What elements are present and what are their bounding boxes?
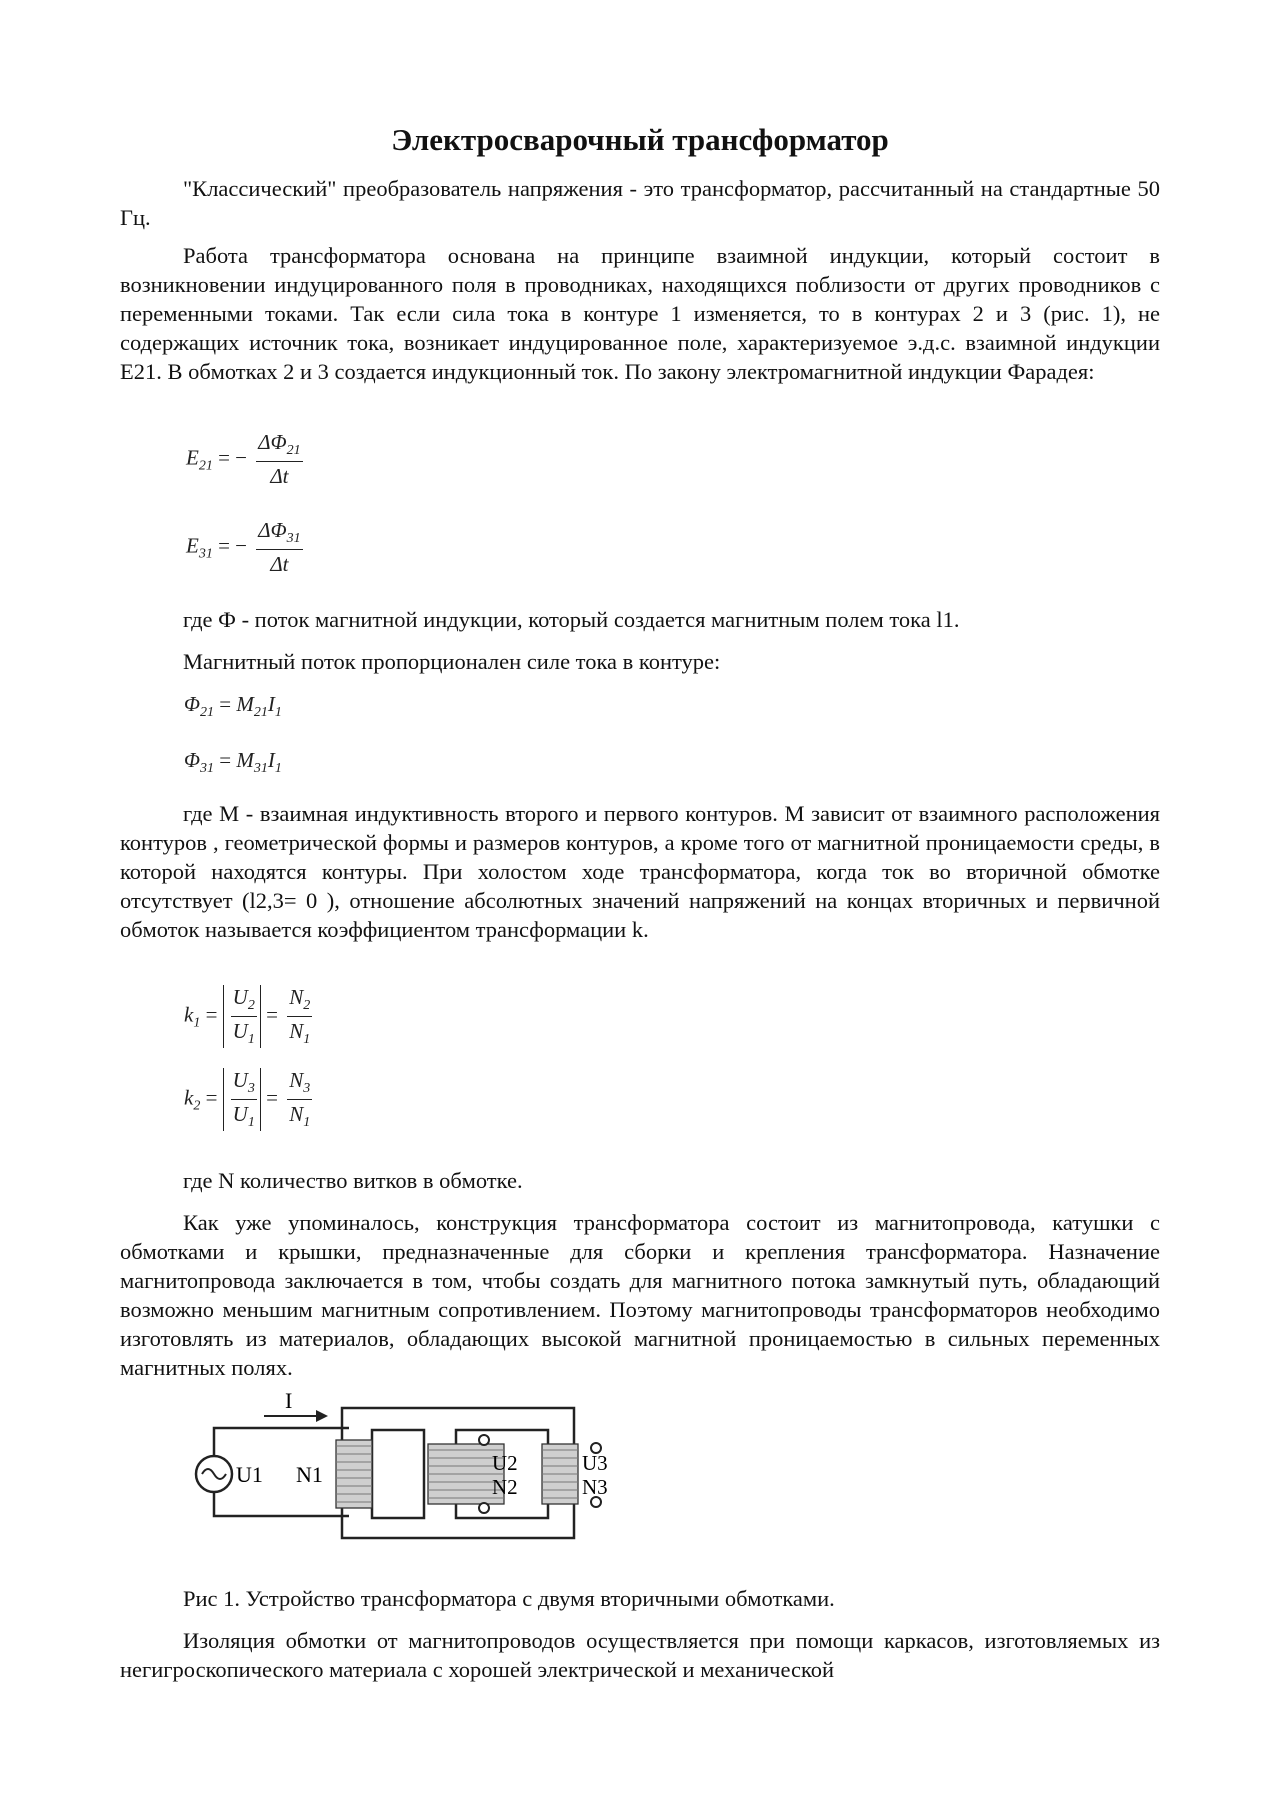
formula-k2: $k_2$ = $\frac{U_3}{U_1}$ = $\frac{N_3}{N_1}$ <box>184 1068 311 1131</box>
label-current: I <box>285 1388 293 1413</box>
label-n3: N3 <box>582 1475 608 1499</box>
label-u2: U2 <box>492 1451 518 1475</box>
formula-k1: $k_1$ = $\frac{U_2}{U_1}$ = $\frac{N_2}{N_1}$ <box>184 985 311 1048</box>
paragraph-mutual-induction: Работа трансформатора основана на принципе взаимной индукции, который состоит в возникновении индуцированного поля в проводниках, находящихся поблизости от других проводников с переменными токами. Так если сила тока в контуре 1 изменяется, то в контурах 2 и 3 (рис. 1), не содержащих источник тока, возникает индуцированное поле, характеризуемое э.д.с. взаимной индукции E21. В обмотках 2 и 3 создается индукционный ток. По закону электромагнитной индукции Фарадея: <box>120 243 1160 384</box>
paragraph-flux-proportional: Магнитный поток пропорционален силе тока в контуре: <box>183 649 721 674</box>
label-n1: N1 <box>296 1462 323 1487</box>
formula-phi31: $\Phi_{31} = M_{31}I_1$ <box>184 748 282 777</box>
formula-e21: $E_{21}$ = − $\frac{\Delta\Phi_{21}}{\Delta t}$ <box>186 430 301 489</box>
paragraph-intro: "Классический" преобразователь напряжения - это трансформатор, рассчитанный на стандартные 50 Гц. <box>120 176 1160 230</box>
label-n2: N2 <box>492 1475 518 1499</box>
ac-source-icon <box>202 1469 226 1479</box>
document-title: Электросварочный трансформатор <box>391 122 889 157</box>
label-u1: U1 <box>236 1462 263 1487</box>
paragraph-turns: где N количество витков в обмотке. <box>183 1168 523 1193</box>
formula-e31: $E_{31}$ = − $\frac{\Delta\Phi_{31}}{\Delta t}$ <box>186 518 301 577</box>
label-u3: U3 <box>582 1451 608 1475</box>
primary-coil <box>336 1440 372 1508</box>
paragraph-construction: Как уже упоминалось, конструкция трансформатора состоит из магнитопровода, катушки с обмотками и крышки, предназначенные для сборки и крепления трансформатора. Назначение магнитопровода заключается в том, чтобы создать для магнитного потока замкнутый путь, обладающий возможно меньшим магнитным сопротивлением. Поэтому магнитопроводы трансформаторов необходимо изготовлять из материалов, обладающих высокой магнитной проницаемостью в сильных переменных магнитных полях. <box>120 1210 1160 1380</box>
paragraph-insulation: Изоляция обмотки от магнитопроводов осуществляется при помощи каркасов, изготовляемых из негигроскопического материала с хорошей электрической и механической <box>120 1628 1160 1682</box>
formula-phi21: $\Phi_{21} = M_{21}I_1$ <box>184 692 282 721</box>
transformer-diagram <box>184 1388 744 1558</box>
current-arrow-icon <box>316 1410 328 1422</box>
figure-caption: Рис 1. Устройство трансформатора с двумя вторичными обмотками. <box>183 1586 835 1611</box>
paragraph-flux-definition: где Ф - поток магнитной индукции, который создается магнитным полем тока l1. <box>183 607 960 632</box>
paragraph-mutual-inductance: где М - взаимная индуктивность второго и первого контуров. М зависит от взаимного расположения контуров , геометрической формы и размеров контуров, а кроме того от магнитной проницаемости среды, в которой находятся контуры. При холостом ходе трансформатора, когда ток во вторичной обмотке отсутствует (l2,3= 0 ), отношение абсолютных значений напряжений на концах вторичных и первичной обмоток называется коэффициентом трансформации k. <box>120 801 1160 942</box>
